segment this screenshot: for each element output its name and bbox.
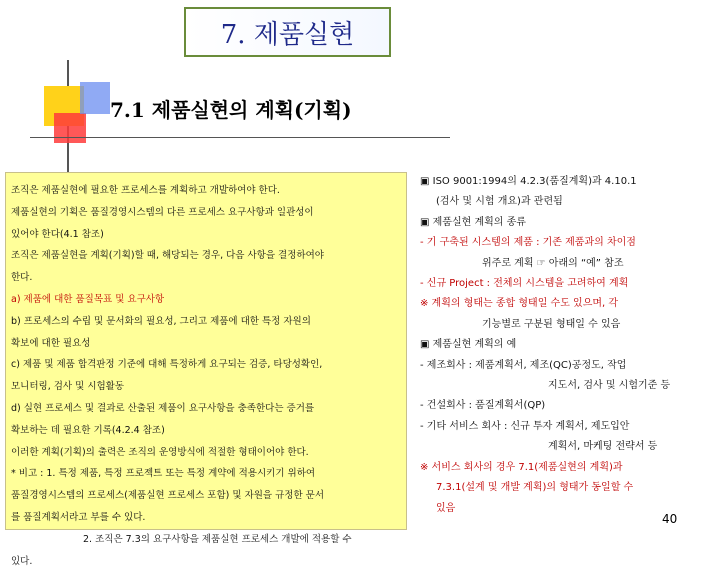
requirement-line: 확보하는 데 필요한 기록(4.2.4 참조) (11, 424, 165, 436)
note-line: ▣ 제품실현 계획의 예 (420, 339, 517, 351)
requirement-line: * 비고 : 1. 특정 제품, 특정 프로젝트 또는 특정 계약에 적용시키기 위하여 (11, 468, 316, 480)
requirements-text-box (5, 172, 407, 567)
note-line: ※ 계획의 형태는 종합 형태일 수도 있으며, 각 (420, 298, 619, 310)
note-line: 7.3.1(설계 및 개발 계획)의 형태가 동일할 수 (436, 482, 634, 494)
note-line: 기능별로 구분된 형태일 수 있음 (482, 318, 621, 330)
note-line: (검사 및 시험 개요)과 관련됨 (436, 196, 563, 208)
note-line: ▣ 제품실현 계획의 종류 (420, 216, 526, 228)
page-number: 40 (662, 512, 678, 526)
requirement-line: 확보에 대한 필요성 (11, 337, 91, 349)
note-line: 계획서, 마케팅 전략서 등 (548, 441, 658, 453)
requirement-line: 있다. (11, 555, 33, 567)
requirement-line: 를 품질계획서라고 부를 수 있다. (11, 511, 146, 523)
requirement-line: 있어야 한다(4.1 참조) (11, 228, 104, 240)
note-line: 있음 (436, 502, 456, 514)
note-line: - 신규 Project : 전체의 시스템을 고려하여 계획 (420, 278, 629, 290)
requirement-line: a) 제품에 대한 품질목표 및 요구사항 (11, 293, 165, 305)
explanation-notes (420, 172, 716, 519)
requirement-line: d) 실현 프로세스 및 결과로 산출된 제품이 요구사항을 충족한다는 증거를 (11, 402, 315, 414)
requirement-line: c) 제품 및 제품 합격판정 기준에 대해 특정하게 요구되는 검증, 타당성확인, (11, 359, 323, 371)
slide-title (184, 7, 391, 57)
requirement-line: 제품실현의 기획은 품질경영시스템의 다른 프로세스 요구사항과 일관성이 (11, 206, 314, 218)
requirement-line: 한다. (11, 272, 33, 284)
decor-horizontal-line (30, 137, 450, 138)
decor-red-square (54, 113, 86, 143)
note-line: ※ 서비스 회사의 경우 7.1(제품실현의 계획)과 (420, 461, 623, 473)
requirement-line: 조직은 제품실현을 계획(기획)할 때, 해당되는 경우, 다음 사항을 결정하여야 (11, 250, 324, 262)
note-line: - 기 구축된 시스템의 제품 : 기존 제품과의 차이점 (420, 237, 636, 249)
requirement-line: 이러한 계획(기획)의 출력은 조직의 운영방식에 적절한 형태이어야 한다. (11, 446, 309, 458)
requirement-line: 모니터링, 검사 및 시험활동 (11, 381, 125, 393)
note-line: ▣ ISO 9001:1994의 4.2.3(품질계획)과 4.10.1 (420, 176, 637, 187)
note-line: 위주로 계획 ☞ 아래의 “예” 참조 (482, 257, 624, 269)
decor-blue-square (80, 82, 110, 114)
requirement-line: 품질경영시스템의 프로세스(제품실현 프로세스 포함) 및 자원을 규정한 문서 (11, 490, 325, 502)
requirement-line: 2. 조직은 7.3의 요구사항을 제품실현 프로세스 개발에 적용할 수 (83, 533, 352, 545)
slide-subtitle: 7.1 제품실현의 계획(기획) (110, 98, 352, 122)
note-line: 지도서, 검사 및 시험기준 등 (548, 380, 671, 392)
note-line: - 건설회사 : 품질계획서(QP) (420, 400, 546, 412)
note-line: - 제조회사 : 제품계획서, 제조(QC)공정도, 작업 (420, 359, 627, 371)
requirement-line: 조직은 제품실현에 필요한 프로세스를 계획하고 개발하여야 한다. (11, 185, 280, 196)
note-line: - 기타 서비스 회사 : 신규 투자 계획서, 제도입안 (420, 420, 630, 432)
slide-title-text: 7. 제품실현 (220, 19, 355, 50)
requirement-line: b) 프로세스의 수립 및 문서화의 필요성, 그리고 제품에 대한 특정 자원의 (11, 315, 311, 327)
